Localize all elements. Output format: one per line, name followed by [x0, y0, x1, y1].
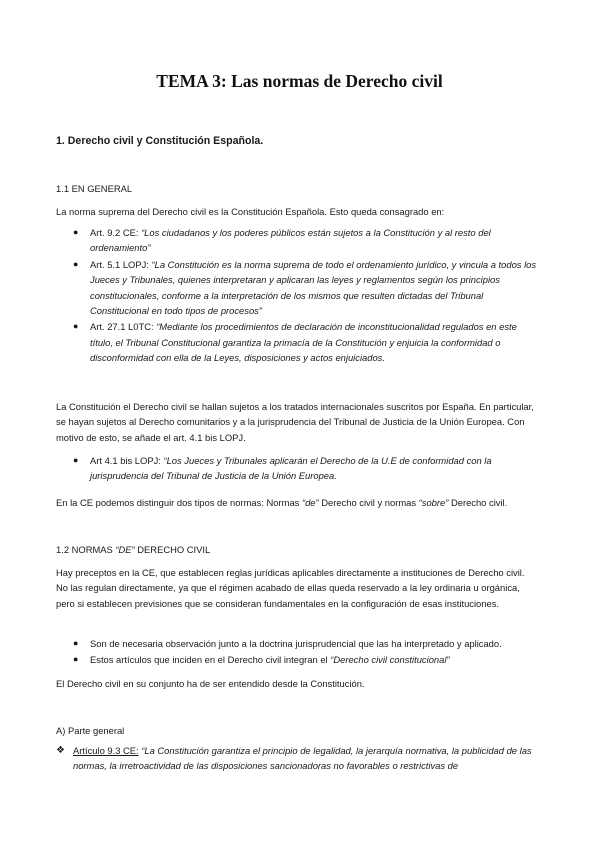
diamond-bullet-icon: ❖ — [56, 745, 65, 756]
subsection-heading: 1.1 EN GENERAL — [56, 183, 133, 194]
paragraph: El Derecho civil en su conjunto ha de ser entendido desde la Constitución. — [56, 678, 365, 689]
subsection-heading: A) Parte general — [56, 725, 125, 736]
article-label: Artículo 9.3 CE: — [73, 745, 139, 756]
bullet-icon: ● — [73, 638, 79, 648]
bullet-list — [56, 225, 538, 367]
paragraph: La norma suprema del Derecho civil es la Constitución Española. Esto queda consagrado en: — [56, 206, 445, 217]
bullet-icon: ● — [73, 321, 79, 332]
list-item: ● Art. 5.1 LOPJ: “La Constitución es la norma suprema de todo el ordenamiento jurídico, y vincula a todos los Jueces y Tribunales, quienes interpretaran y aplicaran las leyes y reglamentos según los principios constitucionales, conforme a la interpretación de los mismos que resulten dictadas del Tribunal Constitucional en todo tipos de procesos” — [73, 258, 537, 317]
paragraph: En la CE podemos distinguir dos tipos de normas: Normas “de” Derecho civil y normas “sobre” Derecho civil. — [56, 497, 508, 508]
section-heading: 1. Derecho civil y Constitución Española. — [56, 135, 264, 147]
bullet-icon: ● — [73, 654, 79, 665]
article-item — [56, 743, 538, 774]
article-quote: “La Constitución garantiza el principio de legalidad, la jerarquía normativa, la publicidad de las normas, la irretroactividad de las disposiciones sancionadoras no favorables o restrictivas de — [73, 745, 532, 772]
bullet-icon: ● — [73, 227, 79, 237]
bullet-icon: ● — [73, 258, 79, 269]
document-title: TEMA 3: Las normas de Derecho civil — [156, 71, 443, 91]
bullet-icon: ● — [73, 455, 79, 465]
list-item: ● Estos artículos que inciden en el Derecho civil integran el “Derecho civil constitucional” — [56, 652, 538, 667]
bullet-list — [56, 453, 538, 485]
paragraph: La Constitución el Derecho civil se hallan sujetos a los tratados internacionales suscritos por España. En particular, se hayan sujetos al Derecho comunitarios y a la jurisprudencia del Tribunal de Justicia de la Unión Europea. Con motivo de esto, se añade el art. 4.1 bis LOPJ. — [56, 401, 534, 443]
paragraph: Hay preceptos en la CE, que establecen reglas jurídicas aplicables directamente a instituciones de Derecho civil. No las regulan directamente, ya que el régimen acabado de ellas queda reservado a la ley ordinaria u orgánica, pero si establecen previsiones que se consideran fundamentales en la configuración de esas instituciones. — [56, 567, 525, 609]
list-item: ● Son de necesaria observación junto a la doctrina jurisprudencial que las ha interpretado y aplicado. — [56, 636, 538, 651]
list-item: ● Art. 9.2 CE: “Los ciudadanos y los poderes públicos están sujetos a la Constitución y al resto del ordenamiento” — [73, 227, 491, 254]
bullet-list — [56, 636, 538, 669]
subsection-heading: 1.2 NORMAS “DE” DERECHO CIVIL — [56, 544, 211, 555]
list-item: ● Art 4.1 bis LOPJ: “Los Jueces y Tribunales aplicarán el Derecho de la U.E de conformidad con la jurisprudencia del Tribunal de Justicia de la Unión Europea. — [73, 455, 492, 482]
list-item: ● Art. 27.1 L0TC: “Mediante los procedimientos de declaración de inconstitucionalidad regulados en este título, el Tribunal Constitucional garantiza la primacía de la Constitución y enjuicia la conformidad o disconformidad con ella de la Leyes, disposiciones y actos enjuiciados. — [73, 321, 517, 364]
